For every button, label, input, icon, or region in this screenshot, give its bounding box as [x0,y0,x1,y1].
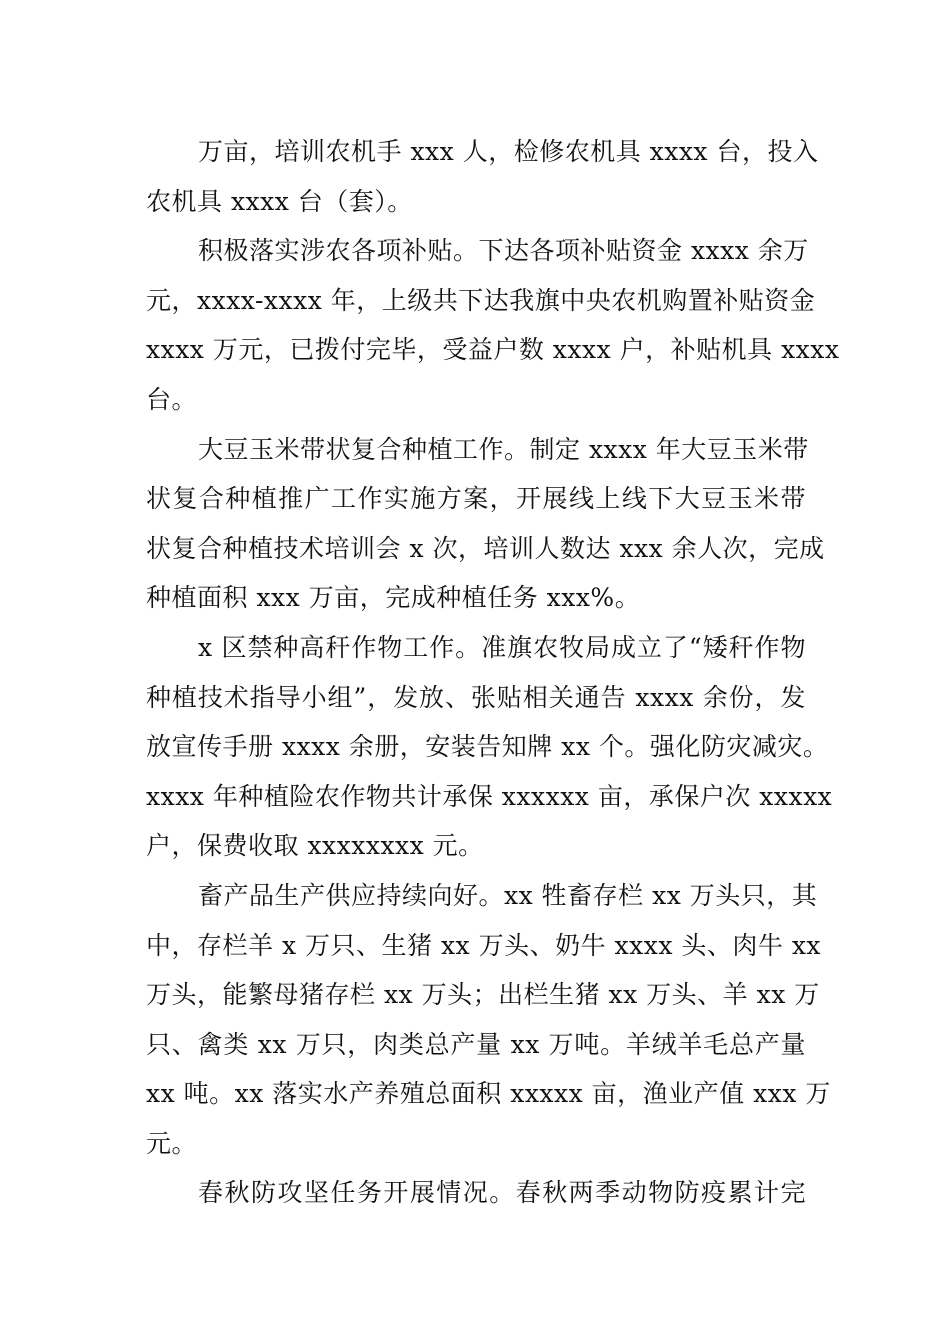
paragraph-line: 积极落实涉农各项补贴。下达各项补贴资金 xxxx 余万 [198,236,809,266]
paragraph-line: 户，保费收取 xxxxxxxx 元。 [146,831,484,861]
paragraph-line: xxxx 年种植险农作物共计承保 xxxxxx 亩，承保户次 xxxxx [146,781,833,811]
paragraph-line: 元，xxxx-xxxx 年，上级共下达我旗中央农机购置补贴资金 [146,285,816,315]
paragraph-line: xx 吨。xx 落实水产养殖总面积 xxxxx 亩，渔业产值 xxx 万 [146,1079,831,1109]
document-body [146,127,840,1218]
paragraph-line: 只、禽类 xx 万只，肉类总产量 xx 万吨。羊绒羊毛总产量 [146,1029,806,1059]
paragraph-line: 农机具 xxxx 台（套）。 [146,186,413,216]
paragraph-line: 万亩，培训农机手 xxx 人，检修农机具 xxxx 台，投入 [198,137,819,166]
paragraph-line: xxxx 万元，已拨付完毕，受益户数 xxxx 户，补贴机具 xxxx [146,335,840,365]
paragraph-line: 元。 [146,1128,198,1158]
paragraph-4 [146,623,833,871]
paragraph-line: 状复合种植推广工作实施方案，开展线上线下大豆玉米带 [146,484,806,514]
paragraph-line: 万头，能繁母猪存栏 xx 万头；出栏生猪 xx 万头、羊 xx 万 [146,980,820,1010]
paragraph-2 [146,226,840,424]
paragraph-5 [146,871,831,1169]
paragraph-line: 种植技术指导小组”，发放、张贴相关通告 xxxx 余份，发 [146,682,806,712]
paragraph-line: 状复合种植技术培训会 x 次，培训人数达 xxx 余人次，完成 [146,533,825,563]
paragraph-line: 中，存栏羊 x 万只、生猪 xx 万头、奶牛 xxxx 头、肉牛 xx [146,930,822,960]
paragraph-line: 畜产品生产供应持续向好。xx 牲畜存栏 xx 万头只，其 [198,880,818,910]
paragraph-1 [146,127,819,226]
paragraph-line: 种植面积 xxx 万亩，完成种植任务 xxx%。 [146,583,641,613]
paragraph-line: 台。 [146,384,198,414]
paragraph-line: x 区禁种高秆作物工作。准旗农牧局成立了“矮秆作物 [198,632,806,662]
paragraph-line: 春秋防攻坚任务开展情况。春秋两季动物防疫累计完 [198,1178,806,1208]
paragraph-line: 放宣传手册 xxxx 余册，安装告知牌 xx 个。强化防灾减灾。 [146,732,829,762]
paragraph-line: 大豆玉米带状复合种植工作。制定 xxxx 年大豆玉米带 [198,434,809,464]
paragraph-3 [146,425,825,623]
paragraph-6 [146,1168,806,1218]
